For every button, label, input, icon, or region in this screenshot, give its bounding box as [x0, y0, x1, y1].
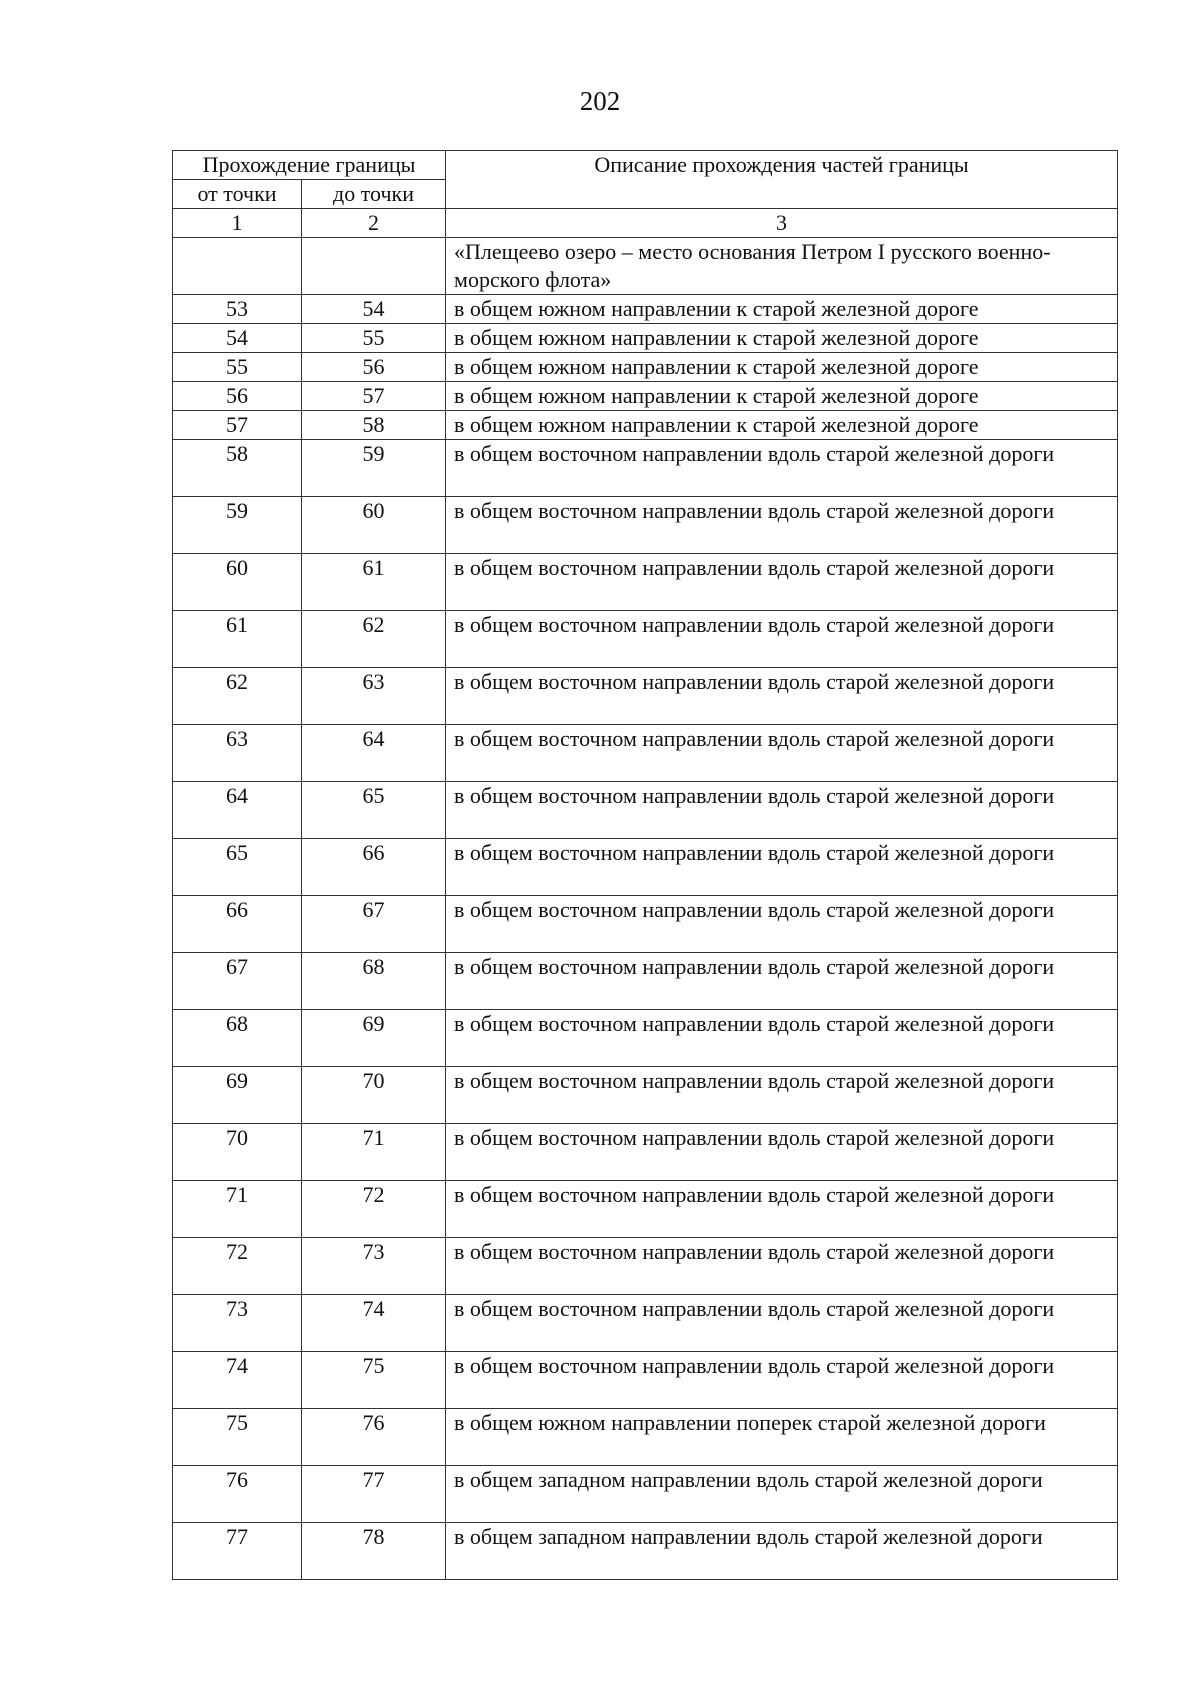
description-cell: в общем восточном направлении вдоль старой железной дороги: [446, 554, 1118, 611]
header-row: [173, 151, 1118, 180]
to-point-cell: 66: [302, 839, 446, 896]
from-point-cell: 73: [173, 1295, 302, 1352]
table-row: [173, 953, 1118, 1010]
to-point-cell: 63: [302, 668, 446, 725]
from-point-cell: 66: [173, 896, 302, 953]
to-point-cell: 56: [302, 353, 446, 382]
from-point-cell: 62: [173, 668, 302, 725]
to-point-cell: 64: [302, 725, 446, 782]
to-point-cell: 54: [302, 295, 446, 324]
description-cell: в общем восточном направлении вдоль старой железной дороги: [446, 440, 1118, 497]
column-numbers-row: [173, 209, 1118, 238]
to-point-cell: 60: [302, 497, 446, 554]
from-point-cell: 69: [173, 1067, 302, 1124]
table-row: [173, 382, 1118, 411]
table-row: [173, 1523, 1118, 1580]
table-row: [173, 497, 1118, 554]
header-description: Описание прохождения частей границы: [446, 151, 1118, 209]
description-cell: в общем восточном направлении вдоль старой железной дороги: [446, 668, 1118, 725]
from-point-cell: 72: [173, 1238, 302, 1295]
table-row: [173, 1238, 1118, 1295]
from-point-cell: 55: [173, 353, 302, 382]
to-point-cell: 57: [302, 382, 446, 411]
to-point-cell: 68: [302, 953, 446, 1010]
description-cell: в общем южном направлении поперек старой железной дороги: [446, 1409, 1118, 1466]
table-row: [173, 668, 1118, 725]
from-point-cell: 57: [173, 411, 302, 440]
column-number-1: 1: [173, 209, 302, 238]
description-cell: в общем южном направлении к старой железной дороге: [446, 353, 1118, 382]
from-point-cell: 76: [173, 1466, 302, 1523]
from-point-cell: 61: [173, 611, 302, 668]
description-cell: в общем южном направлении к старой железной дороге: [446, 295, 1118, 324]
to-point-cell: 59: [302, 440, 446, 497]
description-cell: в общем восточном направлении вдоль старой железной дороги: [446, 1124, 1118, 1181]
table-row: [173, 1409, 1118, 1466]
from-point-cell: 53: [173, 295, 302, 324]
table-row: [173, 896, 1118, 953]
table-row: [173, 1295, 1118, 1352]
table-row: [173, 554, 1118, 611]
column-number-3: 3: [446, 209, 1118, 238]
table-row: [173, 1124, 1118, 1181]
description-cell: в общем южном направлении к старой железной дороге: [446, 411, 1118, 440]
description-cell: в общем восточном направлении вдоль старой железной дороги: [446, 1352, 1118, 1409]
to-point-cell: 62: [302, 611, 446, 668]
from-point-cell: 56: [173, 382, 302, 411]
to-point-cell: 71: [302, 1124, 446, 1181]
header-passage: Прохождение границы: [173, 151, 446, 180]
description-cell: в общем южном направлении к старой железной дороге: [446, 324, 1118, 353]
empty-cell: [173, 238, 302, 295]
to-point-cell: 77: [302, 1466, 446, 1523]
description-cell: в общем восточном направлении вдоль старой железной дороги: [446, 1067, 1118, 1124]
to-point-cell: 74: [302, 1295, 446, 1352]
from-point-cell: 63: [173, 725, 302, 782]
description-cell: в общем восточном направлении вдоль старой железной дороги: [446, 953, 1118, 1010]
empty-cell: [302, 238, 446, 295]
to-point-cell: 73: [302, 1238, 446, 1295]
table-row: [173, 1352, 1118, 1409]
page-number: 202: [579, 86, 621, 116]
table-row: [173, 1010, 1118, 1067]
section-title: «Плещеево озеро – место основания Петром I русского военно-морского флота»: [446, 238, 1118, 295]
to-point-cell: 65: [302, 782, 446, 839]
from-point-cell: 59: [173, 497, 302, 554]
table-row: [173, 1181, 1118, 1238]
from-point-cell: 60: [173, 554, 302, 611]
section-title-row: [173, 238, 1118, 295]
table-row: [173, 1466, 1118, 1523]
description-cell: в общем восточном направлении вдоль старой железной дороги: [446, 896, 1118, 953]
to-point-cell: 72: [302, 1181, 446, 1238]
table-row: [173, 440, 1118, 497]
table-row: [173, 611, 1118, 668]
description-cell: в общем восточном направлении вдоль старой железной дороги: [446, 1010, 1118, 1067]
description-cell: в общем восточном направлении вдоль старой железной дороги: [446, 497, 1118, 554]
from-point-cell: 64: [173, 782, 302, 839]
header-to-point: до точки: [302, 180, 446, 209]
table-row: [173, 1067, 1118, 1124]
table-row: [173, 411, 1118, 440]
description-cell: в общем восточном направлении вдоль старой железной дороги: [446, 839, 1118, 896]
description-cell: в общем западном направлении вдоль старой железной дороги: [446, 1466, 1118, 1523]
table-row: [173, 782, 1118, 839]
description-cell: в общем восточном направлении вдоль старой железной дороги: [446, 1295, 1118, 1352]
to-point-cell: 69: [302, 1010, 446, 1067]
from-point-cell: 75: [173, 1409, 302, 1466]
from-point-cell: 65: [173, 839, 302, 896]
from-point-cell: 68: [173, 1010, 302, 1067]
to-point-cell: 61: [302, 554, 446, 611]
header-from-point: от точки: [173, 180, 302, 209]
to-point-cell: 78: [302, 1523, 446, 1580]
table-row: [173, 295, 1118, 324]
from-point-cell: 58: [173, 440, 302, 497]
from-point-cell: 74: [173, 1352, 302, 1409]
to-point-cell: 76: [302, 1409, 446, 1466]
description-cell: в общем восточном направлении вдоль старой железной дороги: [446, 1181, 1118, 1238]
description-cell: в общем южном направлении к старой железной дороге: [446, 382, 1118, 411]
description-cell: в общем восточном направлении вдоль старой железной дороги: [446, 611, 1118, 668]
table-row: [173, 324, 1118, 353]
table-row: [173, 725, 1118, 782]
to-point-cell: 67: [302, 896, 446, 953]
description-cell: в общем восточном направлении вдоль старой железной дороги: [446, 782, 1118, 839]
to-point-cell: 55: [302, 324, 446, 353]
from-point-cell: 77: [173, 1523, 302, 1580]
to-point-cell: 70: [302, 1067, 446, 1124]
from-point-cell: 70: [173, 1124, 302, 1181]
table-row: [173, 353, 1118, 382]
to-point-cell: 75: [302, 1352, 446, 1409]
table-row: [173, 839, 1118, 896]
description-cell: в общем западном направлении вдоль старой железной дороги: [446, 1523, 1118, 1580]
description-cell: в общем восточном направлении вдоль старой железной дороги: [446, 1238, 1118, 1295]
boundary-table: [172, 150, 1118, 1580]
from-point-cell: 71: [173, 1181, 302, 1238]
from-point-cell: 67: [173, 953, 302, 1010]
column-number-2: 2: [302, 209, 446, 238]
description-cell: в общем восточном направлении вдоль старой железной дороги: [446, 725, 1118, 782]
from-point-cell: 54: [173, 324, 302, 353]
to-point-cell: 58: [302, 411, 446, 440]
